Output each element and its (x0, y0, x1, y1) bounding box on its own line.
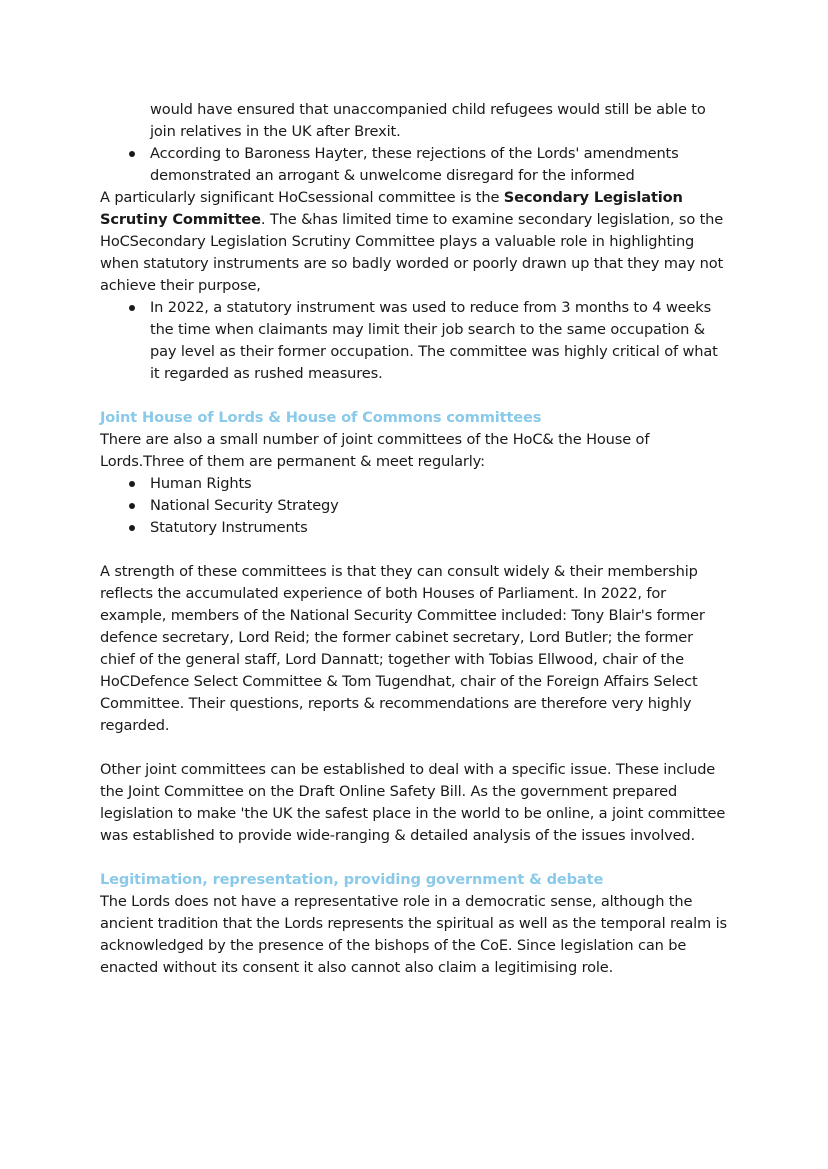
committee-name-bold: Secondary Legislation Scrutiny Committee (100, 189, 683, 228)
paragraph-text: . The &has limited time to examine secondary legislation, so the HoCSecondary Legislation Scrutiny Committee plays a valuable role in highlighting when statutory instruments are so badly worded or poorly drawn up that they may not achieve their purpose, (100, 211, 724, 294)
joint-strength-paragraph: A strength of these committees is that they can consult widely & their membership reflects the accumulated experience of both Houses of Parliament. In 2022, for example, members of the National Security Committee included: Tony Blair's former defence secretary, Lord Reid; the former cabinet secretary, Lord Butler; the former chief of the general staff, Lord Dannatt; together with Tobias Ellwood, chair of the HoCDefence Select Committee & Tom Tugendhat, chair of the Foreign Affairs Select Committee. Their questions, reports & recommendations are therefore very highly regarded. (100, 563, 705, 734)
secondary-bullet-list (100, 297, 728, 385)
list-item: National Security Strategy (100, 495, 728, 517)
section-heading-joint-committees: Joint House of Lords & House of Commons committees (100, 409, 542, 426)
list-item: In 2022, a statutory instrument was used to reduce from 3 months to 4 weeks the time when claimants may limit their job search to the same occupation & pay level as their former occupation. The committee was highly critical of what it regarded as rushed measures. (100, 297, 728, 385)
intro-bullet-list (100, 143, 728, 187)
list-item: Human Rights (100, 473, 728, 495)
secondary-legislation-paragraph (100, 187, 728, 297)
spacer (100, 385, 728, 407)
spacer (100, 539, 728, 561)
section-heading-legitimation: Legitimation, representation, providing government & debate (100, 871, 604, 888)
document-body (100, 99, 728, 979)
list-item: Statutory Instruments (100, 517, 728, 539)
bullet-continuation: would have ensured that unaccompanied child refugees would still be able to join relatives in the UK after Brexit. (150, 101, 706, 140)
legitimation-paragraph: The Lords does not have a representative role in a democratic sense, although the ancient tradition that the Lords represents the spiritual as well as the temporal realm is acknowledged by the presence of the bishops of the CoE. Since legislation can be enacted without its consent it also cannot also claim a legitimising role. (100, 893, 727, 976)
spacer (100, 737, 728, 759)
spacer (100, 847, 728, 869)
joint-committee-list (100, 473, 728, 539)
joint-other-paragraph: Other joint committees can be established to deal with a specific issue. These include the Joint Committee on the Draft Online Safety Bill. As the government prepared legislation to make 'the UK the safest place in the world to be online, a joint committee was established to provide wide-ranging & detailed analysis of the issues involved. (100, 761, 726, 844)
list-item: According to Baroness Hayter, these rejections of the Lords' amendments demonstrated an arrogant & unwelcome disregard for the informed (100, 143, 728, 187)
joint-intro-paragraph: There are also a small number of joint committees of the HoC& the House of Lords.Three of them are permanent & meet regularly: (100, 431, 650, 470)
paragraph-text: A particularly significant HoCsessional committee is the (100, 189, 504, 206)
